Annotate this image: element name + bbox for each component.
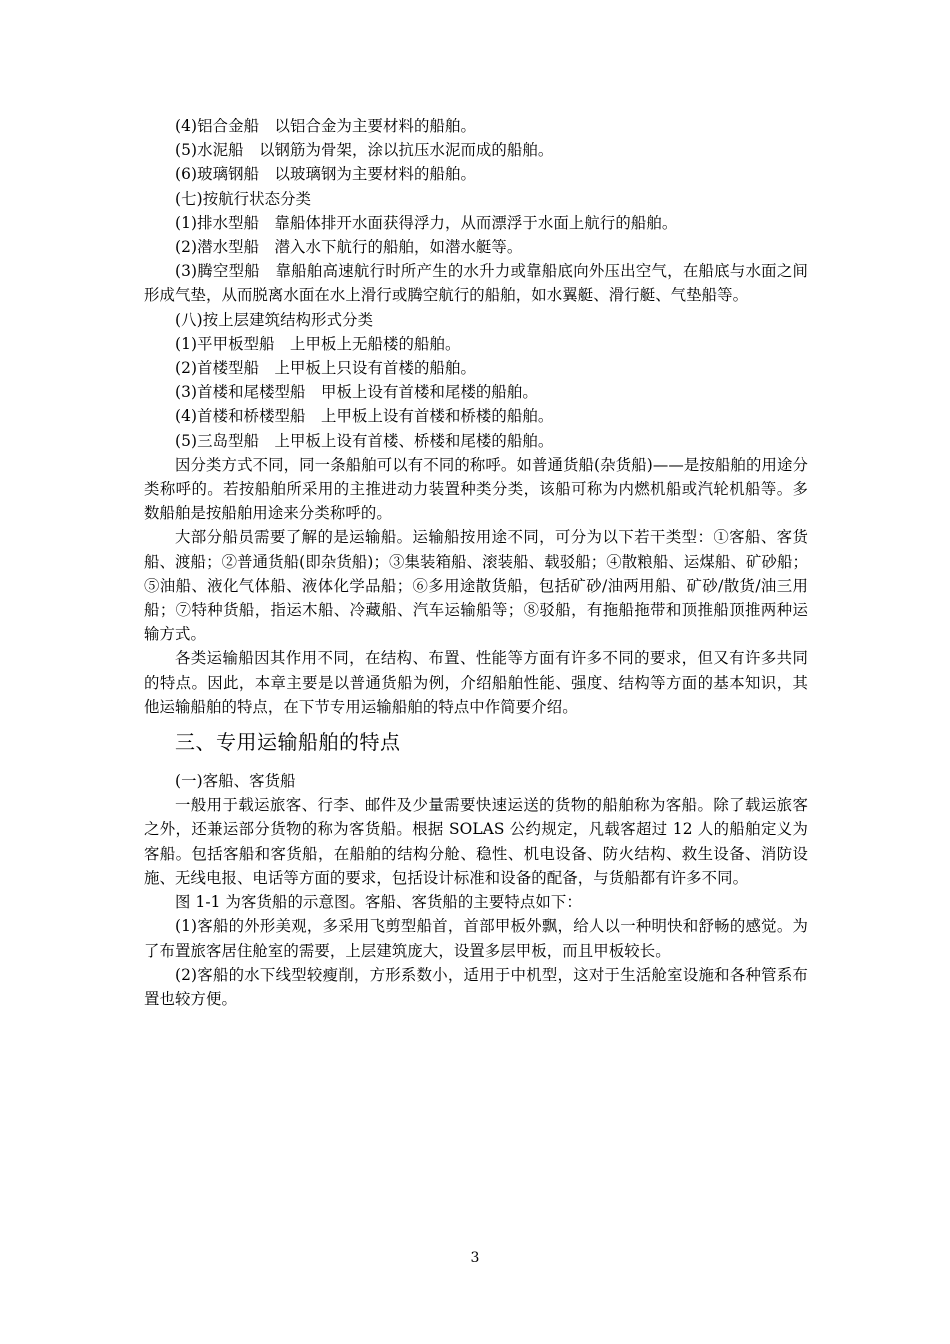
paragraph-forecastle-bridge-ship: (4)首楼和桥楼型船 上甲板上设有首楼和桥楼的船舶。 xyxy=(175,407,554,426)
paragraph-forecastle-ship: (2)首楼型船 上甲板上只设有首楼的船舶。 xyxy=(175,359,476,378)
paragraph-feature-hull-lines: (2)客船的水下线型较瘦削，方形系数小，适用于中机型，这对于生活舱室设施和各种管系布置也较方便。 xyxy=(144,965,808,1008)
paragraph-common-features: 各类运输船因其作用不同，在结构、布置、性能等方面有许多不同的要求，但又有许多共同的特点。因此，本章主要是以普通货船为例，介绍船舶性能、强度、结构等方面的基本知识，其他运输船舶的特点，在下节专用运输船舶的特点中作简要介绍。 xyxy=(144,649,808,716)
document-body xyxy=(144,114,808,1011)
paragraph-transport-ship-types: 大部分船员需要了解的是运输船。运输船按用途不同，可分为以下若干类型：①客船、客货船、渡船；②普通货船(即杂货船)；③集装箱船、滚装船、载驳船；④散粮船、运煤船、矿砂船；⑤油船、液化气体船、液体化学品船；⑥多用途散货船，包括矿砂/油两用船、矿砂/散货/油三用船；⑦特种货船，指运木船、冷藏船、汽车运输船等；⑧驳船，有拖船拖带和顶推船顶推两种运输方式。 xyxy=(144,528,808,644)
section-heading: 三、专用运输船舶的特点 xyxy=(175,730,401,755)
paragraph-aerial-ship: (3)腾空型船 靠船舶高速航行时所产生的水升力或靠船底向外压出空气，在船底与水面之间形成气垫，从而脱离水面在水上滑行或腾空航行的船舶，如水翼艇、滑行艇、气垫船等。 xyxy=(144,262,808,305)
subheading-passenger-ship: (一)客船、客货船 xyxy=(175,772,296,791)
paragraph-flush-deck-ship: (1)平甲板型船 上甲板上无船楼的船舶。 xyxy=(175,334,461,353)
paragraph-three-island-ship: (5)三岛型船 上甲板上设有首楼、桥楼和尾楼的船舶。 xyxy=(175,431,554,450)
paragraph-aluminum-ship: (4)铝合金船 以铝合金为主要材料的船舶。 xyxy=(175,117,476,135)
paragraph-classification-names: 因分类方式不同，同一条船舶可以有不同的称呼。如普通货船(杂货船)——是按船舶的用途分类称呼的。若按船舶所采用的主推进动力装置种类分类，该船可称为内燃机船或汽轮机船等。多数船舶是按船舶用途来分类称呼的。 xyxy=(144,455,808,523)
paragraph-figure-reference: 图 1-1 为客货船的示意图。客船、客货船的主要特点如下： xyxy=(175,893,582,912)
paragraph-submersible-ship: (2)潜水型船 潜入水下航行的船舶，如潜水艇等。 xyxy=(175,238,523,257)
paragraph-cement-ship: (5)水泥船 以钢筋为骨架，涂以抗压水泥而成的船舶。 xyxy=(175,141,554,160)
subheading-superstructure: (八)按上层建筑结构形式分类 xyxy=(175,310,374,329)
paragraph-feature-appearance: (1)客船的外形美观，多采用飞剪型船首，首部甲板外飘，给人以一种明快和舒畅的感觉。为了布置旅客居住舱室的需要，上层建筑庞大，设置多层甲板，而且甲板较长。 xyxy=(144,917,808,960)
page-number: 3 xyxy=(470,1250,480,1266)
paragraph-fiberglass-ship: (6)玻璃钢船 以玻璃钢为主要材料的船舶。 xyxy=(175,165,476,184)
paragraph-forecastle-poop-ship: (3)首楼和尾楼型船 甲板上设有首楼和尾楼的船舶。 xyxy=(175,383,538,402)
paragraph-passenger-ship-definition: 一般用于载运旅客、行李、邮件及少量需要快速运送的货物的船舶称为客船。除了载运旅客之外，还兼运部分货物的称为客货船。根据 SOLAS 公约规定，凡载客超过 12 人的船舶定义为客船。包括客船和客货船，在船舶的结构分舱、稳性、机电设备、防火结构、救生设备、消防设施、无线电报、电话等方面的要求，包括设计标准和设备的配备，与货船都有许多不同。 xyxy=(144,796,808,887)
subheading-navigation-state: (七)按航行状态分类 xyxy=(175,189,312,208)
paragraph-displacement-ship: (1)排水型船 靠船体排开水面获得浮力，从而漂浮于水面上航行的船舶。 xyxy=(175,213,678,232)
